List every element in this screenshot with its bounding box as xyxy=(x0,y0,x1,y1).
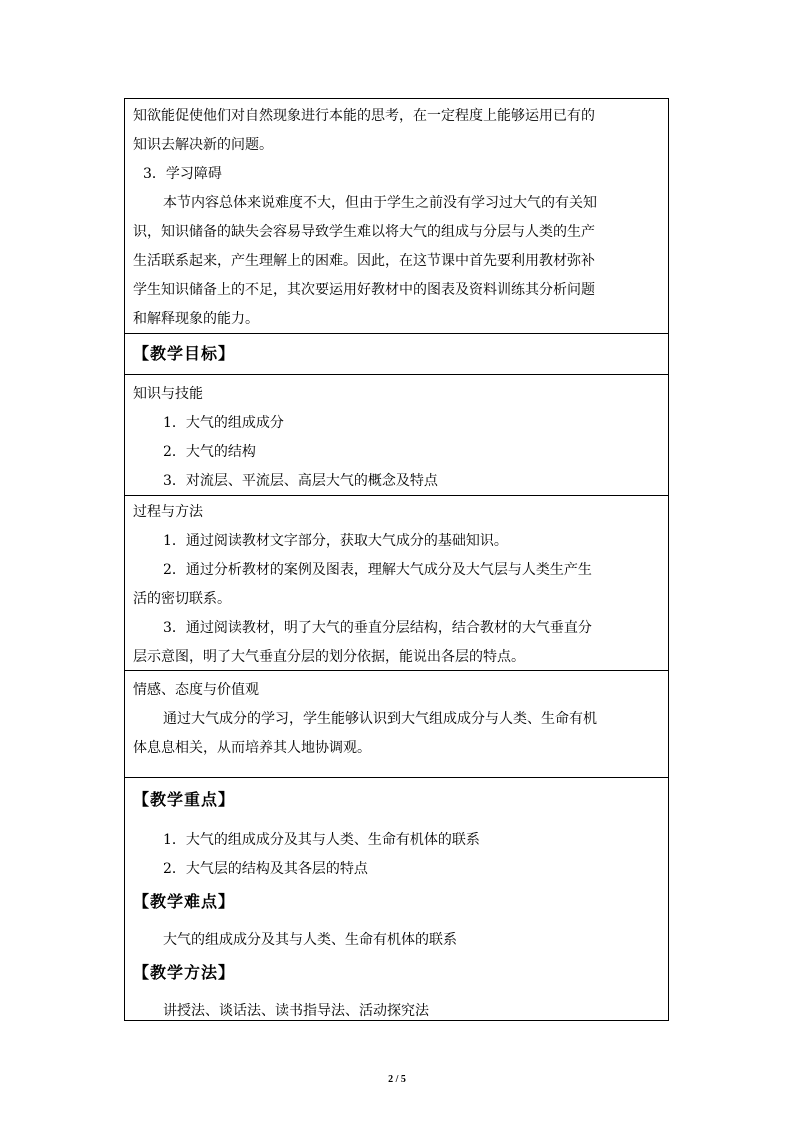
emotion-values-cell xyxy=(125,671,668,778)
key-points-cell xyxy=(125,778,668,1020)
learner-analysis-cell xyxy=(125,99,668,334)
text-line: 知识去解决新的问题。 xyxy=(133,137,273,153)
text-line: 3．通过阅读教材，明了大气的垂直分层结构，结合教材的大气垂直分 xyxy=(163,620,592,636)
section-heading: 【教学方法】 xyxy=(133,963,236,982)
text-line: 通过大气成分的学习，学生能够认识到大气组成成分与人类、生命有机 xyxy=(163,711,597,727)
text-line: 本节内容总体来说难度不大，但由于学生之前没有学习过大气的有关知 xyxy=(163,195,597,211)
text-line: 学生知识储备上的不足，其次要运用好教材中的图表及资料训练其分析问题 xyxy=(133,282,595,298)
list-item: 2．大气的结构 xyxy=(163,444,256,460)
teaching-goals-cell xyxy=(125,334,668,375)
list-item: 1．大气的组成成分及其与人类、生命有机体的联系 xyxy=(163,832,480,848)
section-heading: 【教学重点】 xyxy=(133,790,236,809)
text-line: 活的密切联系。 xyxy=(133,591,231,607)
section-heading: 【教学难点】 xyxy=(133,892,236,911)
text-line: 大气的组成成分及其与人类、生命有机体的联系 xyxy=(163,932,457,948)
knowledge-skills-cell xyxy=(125,375,668,496)
text-line: 知欲能促使他们对自然现象进行本能的思考，在一定程度上能够运用已有的 xyxy=(133,108,595,124)
section-heading: 【教学目标】 xyxy=(133,344,236,363)
lesson-plan-table xyxy=(124,98,669,1021)
list-item: 1．大气的组成成分 xyxy=(163,415,284,431)
list-item: 3．对流层、平流层、高层大气的概念及特点 xyxy=(163,473,438,489)
text-line: 和解释现象的能力。 xyxy=(133,311,259,327)
text-line: 生活联系起来，产生理解上的困难。因此，在这节课中首先要利用教材弥补 xyxy=(133,253,595,269)
text-line: 1．通过阅读教材文字部分，获取大气成分的基础知识。 xyxy=(163,533,508,549)
text-line: 识，知识储备的缺失会容易导致学生难以将大气的组成与分层与人类的生产 xyxy=(133,224,595,240)
text-line: 层示意图，明了大气垂直分层的划分依据，能说出各层的特点。 xyxy=(133,649,525,665)
subsection-title: 知识与技能 xyxy=(133,386,203,402)
page-number: 2 / 5 xyxy=(388,1074,406,1085)
list-item: 2．大气层的结构及其各层的特点 xyxy=(163,861,368,877)
text-line: 2．通过分析教材的案例及图表，理解大气成分及大气层与人类生产生 xyxy=(163,562,592,578)
subsection-title: 过程与方法 xyxy=(133,504,203,520)
text-line: 讲授法、谈话法、读书指导法、活动探究法 xyxy=(163,1003,429,1019)
subsection-title: 3．学习障碍 xyxy=(143,166,222,182)
subsection-title: 情感、态度与价值观 xyxy=(133,682,259,698)
text-line: 体息息相关，从而培养其人地协调观。 xyxy=(133,740,371,756)
process-methods-cell xyxy=(125,496,668,671)
